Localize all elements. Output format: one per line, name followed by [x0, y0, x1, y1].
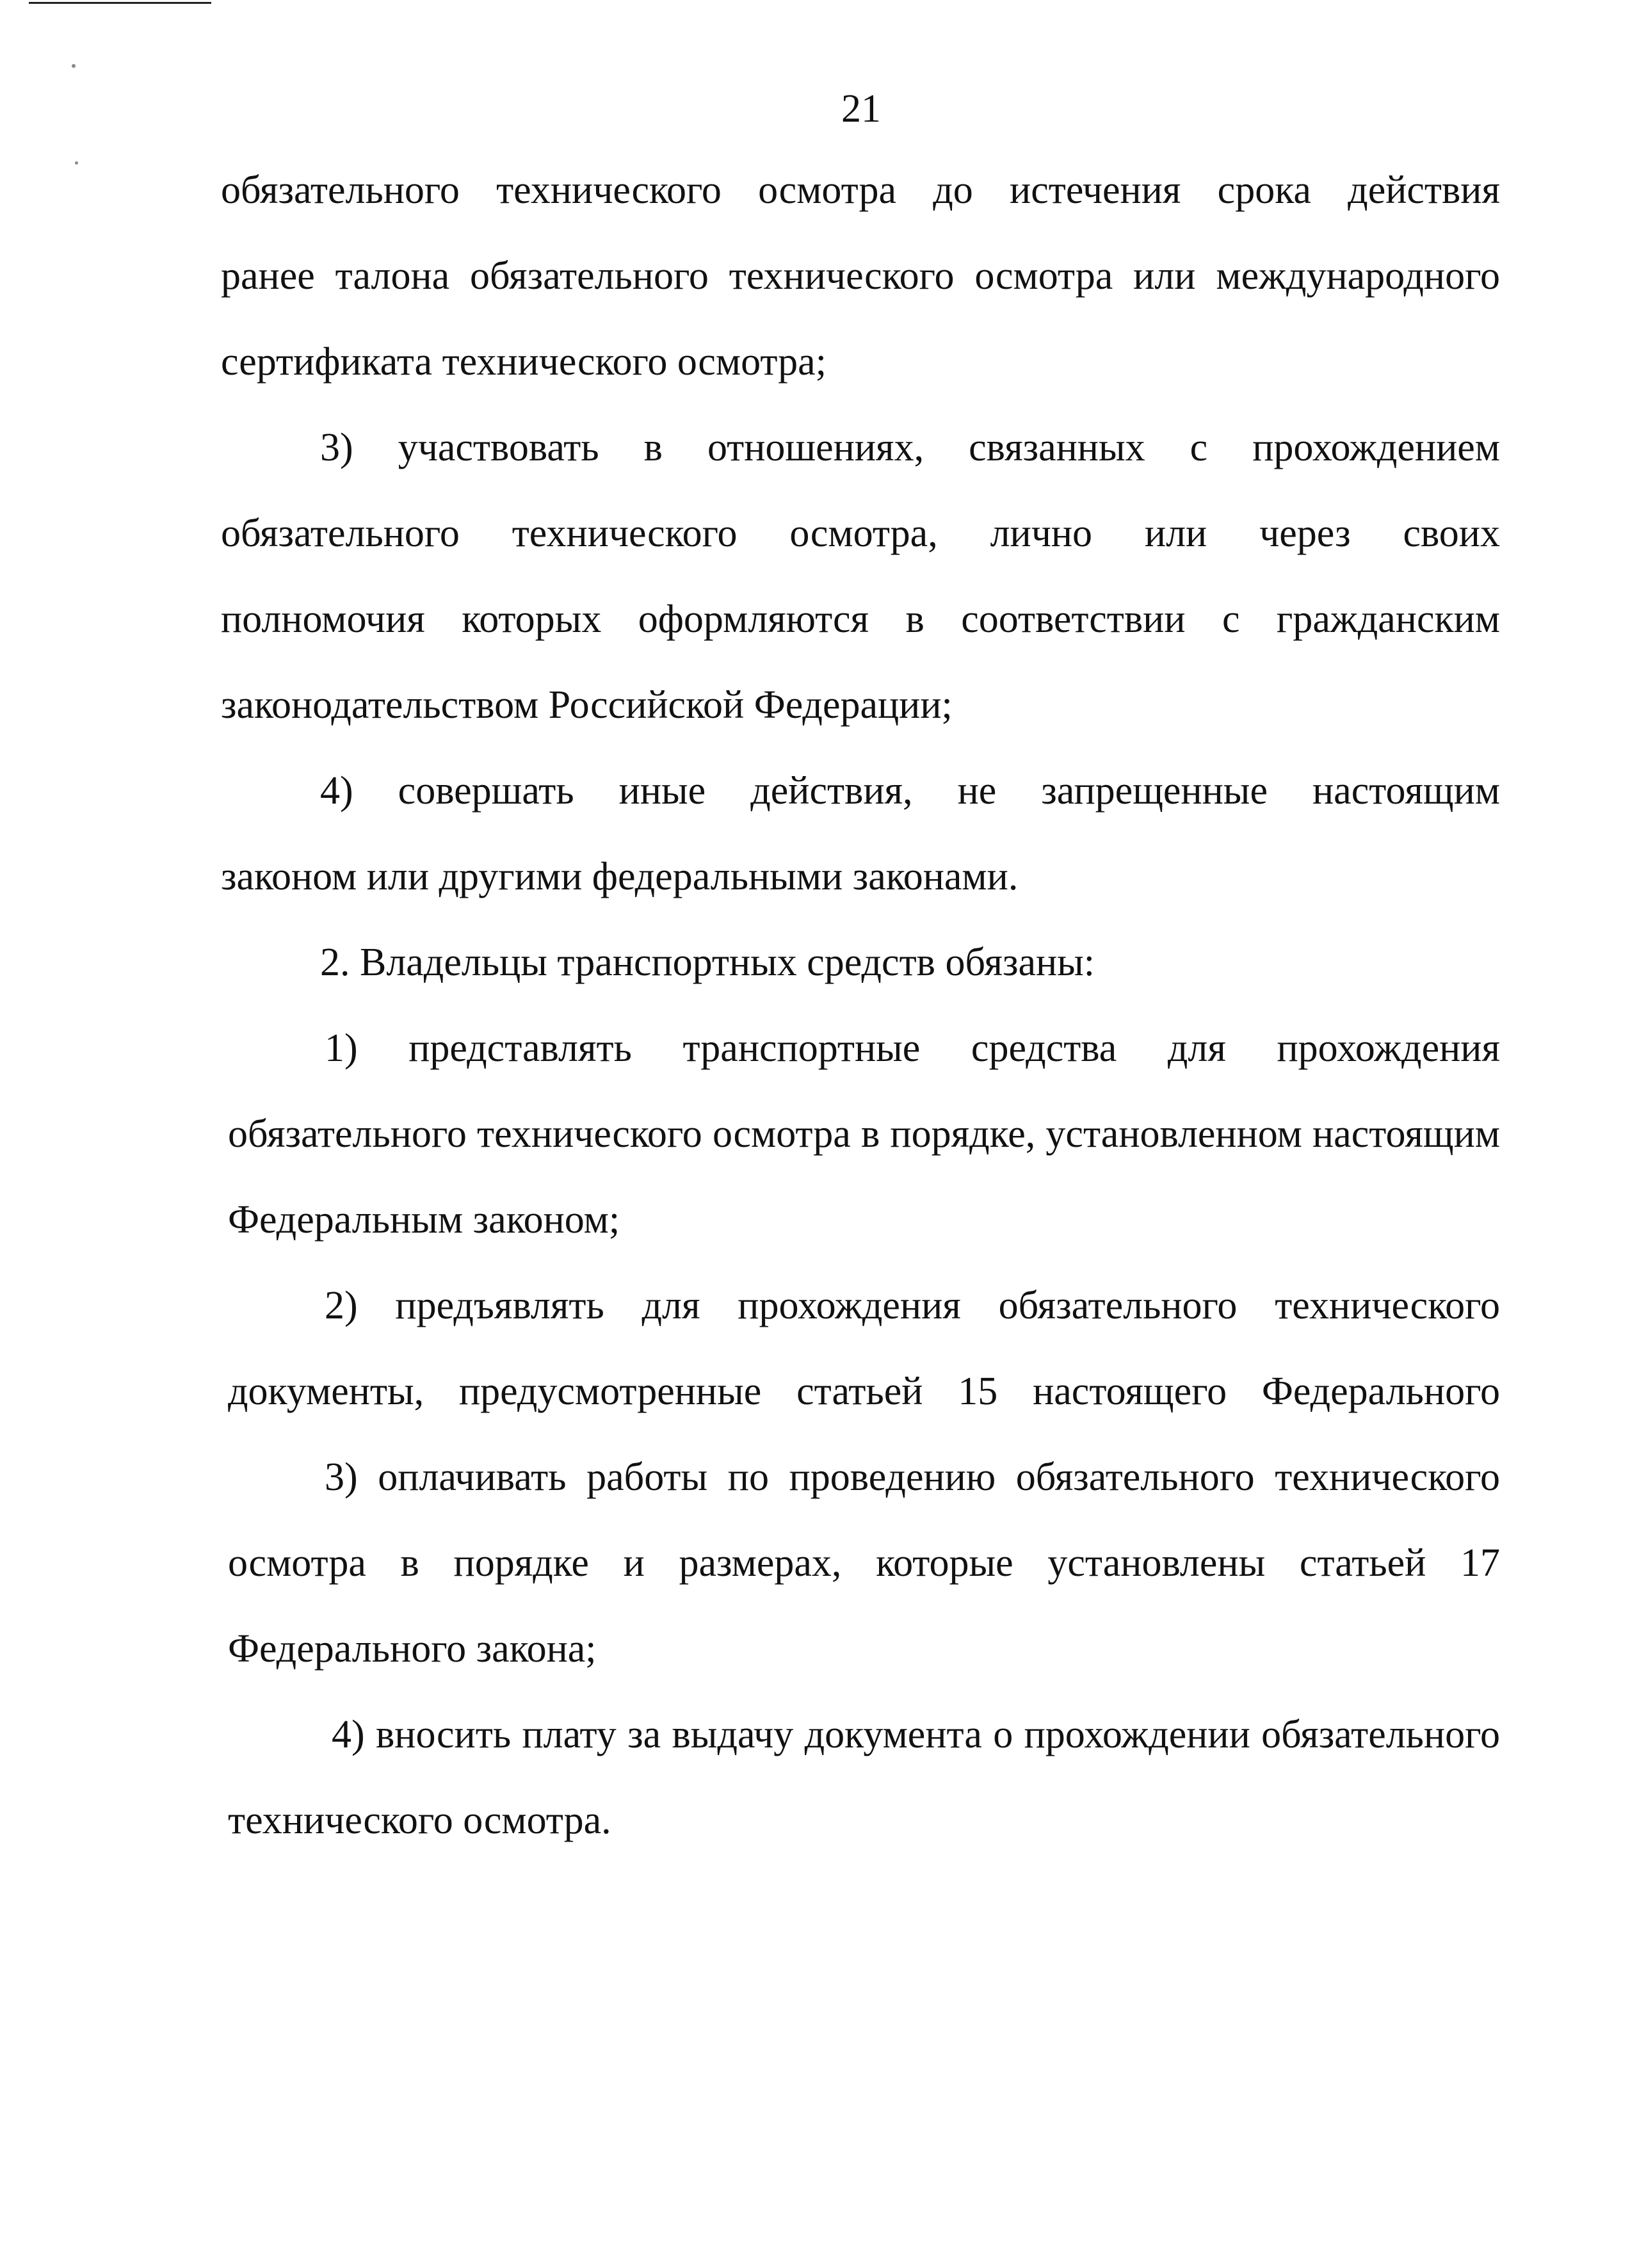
text-line: законодательством Российской Федерации; — [221, 683, 953, 727]
text-line: обязательного технического осмотра в порядке, установленном настоящим — [228, 1112, 1500, 1156]
text-line: 4) совершать иные действия, не запрещенные настоящим — [320, 769, 1500, 813]
text-line: обязательного технического осмотра до истечения срока действия — [221, 168, 1500, 212]
text-line: 3) оплачивать работы по проведению обязательного технического — [325, 1455, 1500, 1499]
text-line: законом или другими федеральными законами. — [221, 855, 1019, 898]
text-line: документы, предусмотренные статьей 15 настоящего Федерального — [228, 1370, 1500, 1413]
text-line: 3) участвовать в отношениях, связанных с прохождением — [320, 426, 1500, 469]
text-line: 4) вносить плату за выдачу документа о прохождении обязательного — [332, 1713, 1500, 1756]
text-line: Федеральным законом; — [228, 1198, 620, 1242]
document-body — [0, 147, 1630, 1863]
text-line: 1) представлять транспортные средства для прохождения — [325, 1026, 1500, 1070]
page-number: 21 — [841, 87, 881, 131]
text-line: обязательного технического осмотра, лично или через своих — [221, 512, 1500, 555]
text-line: полномочия которых оформляются в соответствии с гражданским — [221, 597, 1500, 641]
text-line: сертификата технического осмотра; — [221, 340, 827, 384]
text-line: 2) предъявлять для прохождения обязательного технического — [325, 1284, 1500, 1327]
text-line: ранее талона обязательного технического осмотра или международного — [221, 254, 1500, 298]
text-line: Федерального закона; — [228, 1627, 597, 1671]
text-line: 2. Владельцы транспортных средств обязаны: — [320, 941, 1095, 984]
scan-speck — [72, 64, 76, 68]
text-line: технического осмотра. — [228, 1799, 611, 1842]
scan-edge-rule — [29, 2, 211, 4]
text-line: осмотра в порядке и размерах, которые установлены статьей 17 — [228, 1541, 1500, 1585]
